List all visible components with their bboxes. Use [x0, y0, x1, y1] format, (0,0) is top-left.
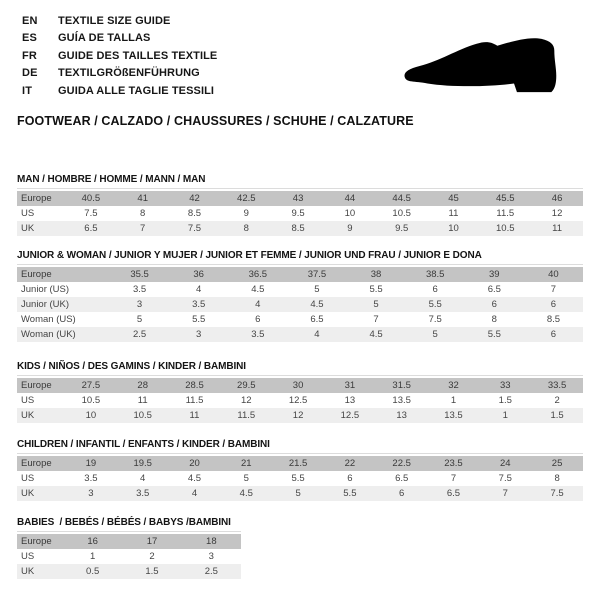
- size-cell: 7.5: [531, 486, 583, 501]
- size-cell: 1.5: [531, 408, 583, 423]
- size-cell: 20: [169, 456, 221, 471]
- size-cell: 1.5: [498, 394, 512, 406]
- row-label: US: [21, 207, 35, 219]
- row-label: Europe: [17, 267, 110, 282]
- size-cell: 1.5: [122, 564, 181, 579]
- size-cell: 31.5: [376, 378, 428, 393]
- size-cell: 36: [169, 267, 228, 282]
- size-cell: 1: [450, 394, 457, 406]
- size-row: [17, 282, 583, 297]
- size-header-row: [17, 191, 583, 206]
- size-cell: 5.5: [291, 472, 305, 484]
- size-cell: 4: [196, 283, 202, 295]
- size-cell: 46: [531, 191, 583, 206]
- size-cell: 3.5: [84, 472, 98, 484]
- size-cell: 4.5: [220, 486, 272, 501]
- row-label: UK: [17, 486, 65, 501]
- size-header-row: [17, 267, 583, 282]
- size-cell: 30: [272, 378, 324, 393]
- size-cell: 10: [65, 408, 117, 423]
- size-cell: 28: [117, 378, 169, 393]
- size-section-man: [17, 174, 583, 236]
- size-cell: 18: [182, 534, 241, 549]
- size-cell: 17: [122, 534, 181, 549]
- size-cell: 39: [465, 267, 524, 282]
- size-cell: 6: [255, 313, 261, 325]
- size-cell: 4: [287, 327, 346, 342]
- size-cell: 3.5: [132, 283, 147, 295]
- size-row: [17, 393, 583, 408]
- row-label: US: [21, 472, 35, 484]
- size-cell: 7: [450, 472, 457, 484]
- row-label: Europe: [17, 378, 65, 393]
- size-cell: 8.5: [272, 221, 324, 236]
- row-label: Europe: [17, 456, 65, 471]
- language-label: TEXTILGRÖßENFÜHRUNG: [58, 67, 200, 80]
- size-cell: 2.5: [182, 564, 241, 579]
- size-cell: 6: [465, 297, 524, 312]
- size-cell: 4.5: [251, 283, 265, 295]
- size-cell: 35.5: [110, 267, 169, 282]
- size-cell: 9: [324, 221, 376, 236]
- language-label: GUIDA ALLE TAGLIE TESSILI: [58, 84, 215, 97]
- size-cell: 5: [314, 283, 320, 295]
- row-label: UK: [17, 408, 65, 423]
- size-cell: 12.5: [288, 394, 308, 406]
- size-cell: 3: [65, 486, 117, 501]
- size-cell: 7.5: [169, 221, 221, 236]
- size-header-row: [17, 378, 583, 393]
- size-cell: 7.5: [428, 313, 442, 325]
- shoe-icon: [400, 37, 572, 97]
- size-row: [17, 221, 583, 236]
- size-table-kids: [17, 378, 583, 423]
- size-header-row: [17, 456, 583, 471]
- size-cell: 16: [63, 534, 122, 549]
- size-cell: 6: [347, 472, 353, 484]
- size-cell: 12.5: [324, 408, 376, 423]
- size-cell: 38.5: [406, 267, 465, 282]
- size-cell: 0.5: [63, 564, 122, 579]
- section-title-kids: KIDS / NIÑOS / DES GAMINS / KINDER / BAMBINI: [17, 360, 246, 372]
- size-cell: 44.5: [376, 191, 428, 206]
- size-cell: 38: [347, 267, 406, 282]
- size-row: [17, 564, 241, 579]
- size-cell: 19: [65, 456, 117, 471]
- language-label: TEXTILE SIZE GUIDE: [58, 14, 171, 27]
- size-cell: 31: [324, 378, 376, 393]
- section-title-junior: JUNIOR & WOMAN / JUNIOR Y MUJER / JUNIOR ET FEMME / JUNIOR UND FRAU / JUNIOR E DONA: [17, 249, 482, 261]
- size-cell: 2.5: [110, 327, 169, 342]
- size-cell: 5.5: [406, 297, 465, 312]
- row-label: Europe: [17, 534, 63, 549]
- size-cell: 40.5: [65, 191, 117, 206]
- size-cell: 10.5: [392, 207, 411, 219]
- size-cell: 8.5: [187, 207, 202, 219]
- size-cell: 8: [140, 207, 146, 219]
- size-cell: 45.5: [479, 191, 531, 206]
- size-cell: 6.5: [428, 486, 480, 501]
- size-cell: 9: [243, 207, 249, 219]
- size-cell: 8: [491, 313, 497, 325]
- section-title-man: MAN / HOMBRE / HOMME / MANN / MAN: [17, 173, 206, 185]
- size-cell: 25: [531, 456, 583, 471]
- language-label: GUÍA DE TALLAS: [58, 32, 151, 45]
- size-cell: 5: [406, 327, 465, 342]
- language-code: IT: [22, 84, 33, 97]
- size-cell: 33.5: [531, 378, 583, 393]
- row-label: Woman (US): [21, 313, 76, 325]
- size-cell: 7.5: [498, 472, 512, 484]
- size-cell: 43: [272, 191, 324, 206]
- size-cell: 11.5: [185, 394, 204, 406]
- size-cell: 10.5: [81, 394, 101, 406]
- size-cell: 11: [169, 408, 221, 423]
- size-cell: 22: [324, 456, 376, 471]
- size-cell: 7: [479, 486, 531, 501]
- size-cell: 4.5: [187, 472, 202, 484]
- size-cell: 29.5: [220, 378, 272, 393]
- size-cell: 5: [347, 297, 406, 312]
- size-row: [17, 471, 583, 486]
- size-cell: 5: [243, 472, 249, 484]
- row-label: US: [21, 394, 35, 406]
- size-cell: 11.5: [220, 408, 272, 423]
- size-cell: 13: [376, 408, 428, 423]
- row-label: Junior (UK): [17, 297, 110, 312]
- size-cell: 37.5: [287, 267, 346, 282]
- size-section-babies: [17, 517, 583, 579]
- language-label: GUIDE DES TAILLES TEXTILE: [58, 49, 218, 62]
- size-cell: 23.5: [428, 456, 480, 471]
- row-label: Junior (US): [21, 283, 70, 295]
- size-cell: 7: [550, 283, 557, 295]
- size-table-babies: [17, 534, 241, 579]
- size-cell: 10: [344, 207, 356, 219]
- size-cell: 13.5: [428, 408, 480, 423]
- language-code: DE: [22, 67, 38, 80]
- size-cell: 5.5: [324, 486, 376, 501]
- size-cell: 9.5: [376, 221, 428, 236]
- size-row: [17, 486, 583, 501]
- size-cell: 5: [136, 313, 143, 325]
- size-section-kids: [17, 361, 583, 423]
- size-cell: 6.5: [310, 313, 324, 325]
- size-cell: 4: [169, 486, 221, 501]
- size-row: [17, 408, 583, 423]
- size-cell: 4.5: [347, 327, 406, 342]
- size-cell: 13: [344, 394, 356, 406]
- size-section-junior: [17, 250, 583, 342]
- size-cell: 12: [551, 207, 563, 219]
- size-cell: 44: [324, 191, 376, 206]
- section-title-children: CHILDREN / INFANTIL / ENFANTS / KINDER / BAMBINI: [17, 438, 270, 450]
- size-cell: 4: [140, 472, 146, 484]
- size-cell: 3.5: [117, 486, 169, 501]
- size-cell: 45: [428, 191, 480, 206]
- size-cell: 9.5: [291, 207, 305, 219]
- size-cell: 8.5: [546, 313, 561, 325]
- size-cell: 1: [90, 550, 96, 562]
- size-cell: 6: [524, 297, 583, 312]
- size-cell: 6: [524, 327, 583, 342]
- row-label: UK: [17, 221, 65, 236]
- size-cell: 10.5: [479, 221, 531, 236]
- section-title-babies: BABIES / BEBÉS / BÉBÉS / BABYS /BAMBINI: [17, 516, 231, 528]
- size-cell: 28.5: [169, 378, 221, 393]
- size-cell: 42: [169, 191, 221, 206]
- size-cell: 6: [376, 486, 428, 501]
- category-heading: FOOTWEAR / CALZADO / CHAUSSURES / SCHUHE / CALZATURE: [17, 113, 414, 128]
- row-label: Europe: [17, 191, 65, 206]
- size-cell: 4: [228, 297, 287, 312]
- size-cell: 6: [432, 283, 438, 295]
- size-cell: 1: [479, 408, 531, 423]
- size-tables: [17, 174, 583, 579]
- row-label: US: [21, 550, 35, 562]
- size-row: [17, 312, 583, 327]
- size-cell: 24: [479, 456, 531, 471]
- size-cell: 5.5: [192, 313, 206, 325]
- size-cell: 5.5: [465, 327, 524, 342]
- language-code: ES: [22, 32, 38, 45]
- size-header-row: [17, 534, 241, 549]
- size-cell: 6.5: [395, 472, 409, 484]
- size-cell: 12: [272, 408, 324, 423]
- size-cell: 7: [373, 313, 379, 325]
- size-cell: 3.5: [228, 327, 287, 342]
- size-cell: 3.5: [169, 297, 228, 312]
- size-cell: 21: [220, 456, 272, 471]
- size-cell: 12: [241, 394, 252, 406]
- size-cell: 7.5: [84, 207, 98, 219]
- size-table-junior: [17, 267, 583, 342]
- size-cell: 40: [524, 267, 583, 282]
- size-cell: 8: [220, 221, 272, 236]
- size-cell: 5.5: [369, 283, 383, 295]
- size-table-man: [17, 191, 583, 236]
- size-cell: 11: [137, 394, 148, 406]
- size-cell: 8: [554, 472, 560, 484]
- row-label: Woman (UK): [17, 327, 110, 342]
- size-cell: 10.5: [117, 408, 169, 423]
- size-cell: 27.5: [65, 378, 117, 393]
- size-cell: 36.5: [228, 267, 287, 282]
- size-cell: 11: [448, 207, 459, 219]
- size-cell: 5: [272, 486, 324, 501]
- size-cell: 6.5: [65, 221, 117, 236]
- size-row: [17, 549, 241, 564]
- size-cell: 22.5: [376, 456, 428, 471]
- size-cell: 41: [117, 191, 169, 206]
- size-cell: 33: [479, 378, 531, 393]
- size-cell: 2: [149, 550, 155, 562]
- size-cell: 13.5: [392, 394, 411, 406]
- size-section-children: [17, 439, 583, 501]
- size-cell: 10: [428, 221, 480, 236]
- size-row: [17, 297, 583, 312]
- size-cell: 4.5: [287, 297, 346, 312]
- size-table-children: [17, 456, 583, 501]
- size-cell: 21.5: [272, 456, 324, 471]
- size-cell: 32: [428, 378, 480, 393]
- size-cell: 11: [531, 221, 583, 236]
- language-code: EN: [22, 14, 38, 27]
- size-row: [17, 206, 583, 221]
- row-label: UK: [17, 564, 63, 579]
- size-cell: 3: [169, 327, 228, 342]
- size-cell: 19.5: [117, 456, 169, 471]
- language-code: FR: [22, 49, 38, 62]
- size-row: [17, 327, 583, 342]
- size-cell: 42.5: [220, 191, 272, 206]
- size-cell: 7: [117, 221, 169, 236]
- size-cell: 11.5: [496, 207, 515, 219]
- size-cell: 3: [208, 550, 214, 562]
- language-row-en: [22, 12, 583, 30]
- size-cell: 2: [554, 394, 560, 406]
- size-cell: 6.5: [487, 283, 501, 295]
- size-cell: 3: [110, 297, 169, 312]
